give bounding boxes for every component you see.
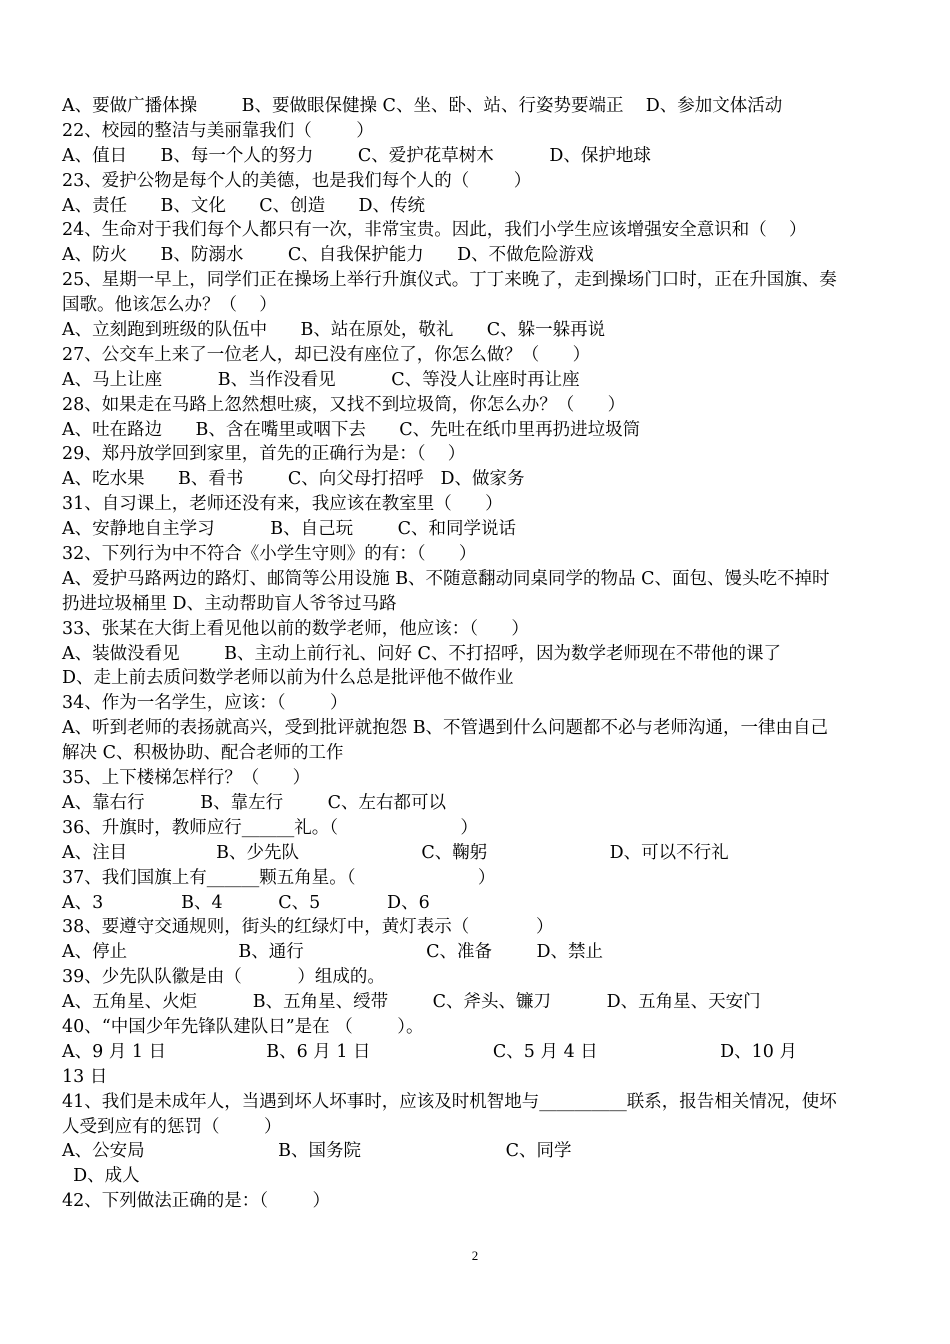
page-number: 2 — [471, 1248, 479, 1263]
text-line: A、9 月 1 日 B、6 月 1 日 C、5 月 4 日 D、10 月 — [62, 1041, 798, 1062]
text-line: A、吐在路边 B、含在嘴里或咽下去 C、先吐在纸巾里再扔进垃圾筒 — [62, 419, 641, 440]
text-line: A、听到老师的表扬就高兴，受到批评就抱怨 B、不管遇到什么问题都不必与老师沟通，一律由自己 — [62, 718, 829, 739]
text-line: A、值日 B、每一个人的努力 C、爱护花草树木 D、保护地球 — [62, 145, 651, 166]
text-line: A、装做没看见 B、主动上前行礼、问好 C、不打招呼，因为数学老师现在不带他的课了 — [62, 643, 781, 664]
text-line: 22、校园的整洁与美丽靠我们（ ） — [62, 120, 374, 141]
text-line: 人受到应有的惩罚（ ） — [62, 1116, 282, 1137]
text-line: 29、郑丹放学回到家里，首先的正确行为是：（ ） — [62, 444, 466, 465]
text-line: 32、下列行为中不符合《小学生守则》的有：（ ） — [62, 544, 477, 565]
text-line: A、立刻跑到班级的队伍中 B、站在原处，敬礼 C、躲一躲再说 — [62, 320, 606, 341]
text-line: 33、张某在大街上看见他以前的数学老师，他应该：（ ） — [62, 618, 529, 639]
text-line: 40、“中国少年先锋队建队日”是在 （ ）。 — [62, 1016, 424, 1037]
text-line: 28、如果走在马路上忽然想吐痰，又找不到垃圾筒，你怎么办？（ ） — [62, 394, 626, 415]
text-line: 13 日 — [62, 1066, 108, 1087]
text-line: 42、下列做法正确的是：（ ） — [62, 1191, 331, 1212]
text-line: 39、少先队队徽是由（ ）组成的。 — [62, 967, 385, 988]
text-line: A、要做广播体操 B、要做眼保健操 C、坐、卧、站、行姿势要端正 D、参加文体活动 — [62, 96, 783, 116]
text-line: 31、自习课上，老师还没有来，我应该在教室里（ ） — [62, 494, 503, 515]
text-line: 35、上下楼梯怎样行？（ ） — [62, 768, 311, 789]
text-line: A、爱护马路两边的路灯、邮筒等公用设施 B、不随意翻动同桌同学的物品 C、面包、馒头吃不掉时 — [62, 568, 830, 589]
text-line: A、靠右行 B、靠左行 C、左右都可以 — [62, 792, 447, 813]
text-line: 34、作为一名学生，应该：（ ） — [62, 693, 348, 714]
text-line: A、3 B、4 C、5 D、6 — [62, 892, 430, 913]
text-line: A、安静地自主学习 B、自己玩 C、和同学说话 — [62, 519, 517, 540]
text-line: A、注目 B、少先队 C、鞠躬 D、可以不行礼 — [62, 842, 729, 863]
text-line: A、停止 B、通行 C、准备 D、禁止 — [62, 942, 604, 963]
text-line: 国歌。他该怎么办？（ ） — [62, 295, 277, 316]
text-line: 解决 C、积极协助、配合老师的工作 — [62, 743, 344, 764]
text-line: A、公安局 B、国务院 C、同学 — [62, 1141, 572, 1162]
text-line: 41、我们是未成年人，当遇到坏人坏事时，应该及时机智地与__________联系，报告相关情况，使坏 — [62, 1091, 837, 1112]
text-line: A、马上让座 B、当作没看见 C、等没人让座时再让座 — [62, 369, 580, 390]
question-text — [62, 94, 882, 1214]
text-line: A、防火 B、防溺水 C、自我保护能力 D、不做危险游戏 — [62, 245, 594, 266]
text-line: D、走上前去质问数学老师以前为什么总是批评他不做作业 — [62, 668, 514, 689]
text-line: 27、公交车上来了一位老人，却已没有座位了，你怎么做？（ ） — [62, 344, 591, 365]
text-line: 36、升旗时，教师应行______礼。（ ） — [62, 817, 478, 838]
text-line: 25、星期一早上，同学们正在操场上举行升旗仪式。丁丁来晚了，走到操场门口时，正在升国旗、奏 — [62, 270, 837, 291]
text-line: 23、爱护公物是每个人的美德，也是我们每个人的（ ） — [62, 170, 532, 191]
text-line: D、成人 — [62, 1166, 140, 1187]
text-line: 38、要遵守交通规则，街头的红绿灯中，黄灯表示（ ） — [62, 917, 554, 938]
text-line: 24、生命对于我们每个人都只有一次，非常宝贵。因此，我们小学生应该增强安全意识和（ ） — [62, 220, 807, 241]
text-line: 37、我们国旗上有______颗五角星。（ ） — [62, 867, 496, 888]
text-line: A、五角星、火炬 B、五角星、绶带 C、斧头、镰刀 D、五角星、天安门 — [62, 992, 761, 1013]
text-line: 扔进垃圾桶里 D、主动帮助盲人爷爷过马路 — [62, 593, 397, 614]
text-line: A、吃水果 B、看书 C、向父母打招呼 D、做家务 — [62, 469, 525, 490]
text-line: A、责任 B、文化 C、创造 D、传统 — [62, 195, 426, 216]
